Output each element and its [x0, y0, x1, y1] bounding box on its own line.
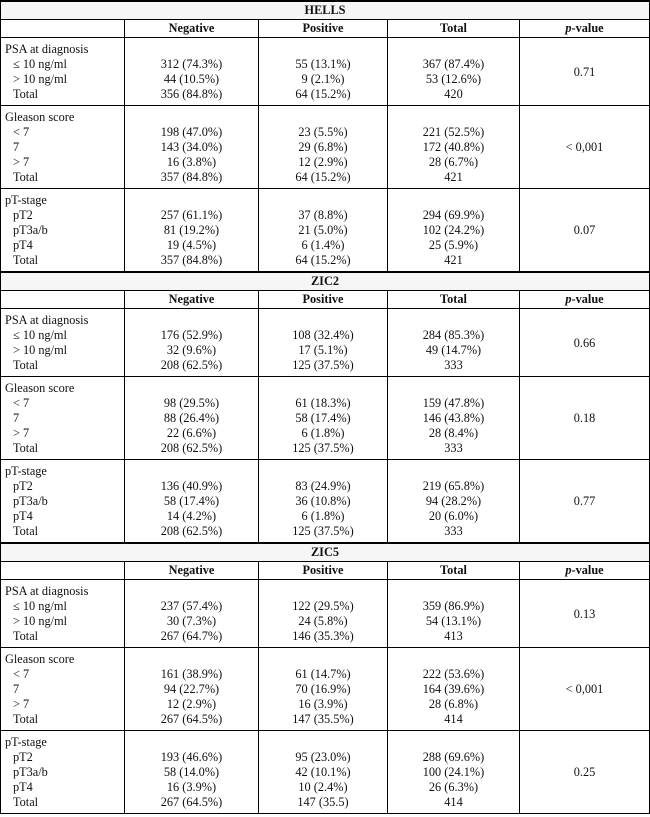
positive-value: 64 (15.2%) — [295, 87, 351, 101]
spacer — [263, 110, 383, 125]
row-label: 7 — [13, 411, 20, 425]
row-label: Total — [13, 358, 39, 372]
total-value: 333 — [444, 524, 463, 538]
total-cell — [388, 460, 520, 544]
row-label: > 10 ng/ml — [13, 343, 68, 357]
positive-value: 125 (37.5%) — [292, 524, 354, 538]
group-row — [1, 648, 650, 731]
positive-value: 83 (24.9%) — [295, 479, 351, 493]
header-total: Total — [388, 291, 520, 309]
header-negative: Negative — [125, 20, 259, 38]
negative-cell — [125, 460, 259, 544]
section-title-row — [1, 1, 650, 20]
header-blank — [1, 562, 125, 580]
section-title: HELLS — [1, 1, 650, 20]
positive-cell — [259, 106, 388, 189]
spacer — [129, 381, 254, 396]
positive-value: 37 (8.8%) — [298, 208, 348, 222]
positive-cell — [259, 189, 388, 273]
row-label: 7 — [13, 140, 20, 154]
spacer — [392, 652, 515, 667]
total-cell — [388, 106, 520, 189]
total-value: 333 — [444, 441, 463, 455]
negative-value: 58 (17.4%) — [163, 494, 220, 508]
negative-value: 161 (38.9%) — [160, 667, 223, 681]
total-value: 333 — [444, 358, 463, 372]
positive-value: 6 (1.8%) — [301, 426, 345, 440]
spacer — [263, 381, 383, 396]
group-row — [1, 377, 650, 460]
positive-value: 146 (35.3%) — [292, 629, 354, 643]
row-label: pT3a/b — [13, 223, 48, 237]
total-value: 413 — [444, 629, 463, 643]
negative-value: 357 (84.8%) — [160, 170, 223, 184]
row-label: < 7 — [13, 396, 30, 410]
negative-value: 143 (34.0%) — [160, 140, 223, 154]
total-cell — [388, 38, 520, 106]
total-value: 421 — [444, 170, 463, 184]
row-label: pT4 — [13, 238, 33, 252]
row-label: Total — [13, 795, 39, 809]
spacer — [263, 313, 383, 328]
pvalue-cell: 0.66 — [520, 309, 650, 377]
negative-cell — [125, 309, 259, 377]
positive-value: 6 (1.4%) — [301, 238, 345, 252]
header-total: Total — [388, 20, 520, 38]
group-row — [1, 460, 650, 544]
total-value: 219 (65.8%) — [422, 479, 485, 493]
total-value: 288 (69.6%) — [422, 750, 485, 764]
group-row — [1, 731, 650, 814]
total-cell — [388, 648, 520, 731]
spacer — [392, 381, 515, 396]
row-label: ≤ 10 ng/ml — [13, 328, 67, 342]
group-label: PSA at diagnosis — [5, 42, 89, 56]
negative-value: 16 (3.9%) — [166, 780, 217, 794]
results-table-body — [1, 1, 650, 814]
positive-value: 6 (1.8%) — [301, 509, 345, 523]
row-label: Total — [13, 253, 39, 267]
group-row — [1, 38, 650, 106]
row-label: > 7 — [13, 426, 30, 440]
negative-value: 44 (10.5%) — [163, 72, 220, 86]
positive-value: 70 (16.9%) — [295, 682, 351, 696]
spacer — [392, 464, 515, 479]
row-label: pT2 — [13, 208, 33, 222]
group-label-cell — [1, 731, 125, 814]
section-title: ZIC2 — [1, 272, 650, 291]
positive-value: 64 (15.2%) — [295, 170, 351, 184]
spacer — [129, 584, 254, 599]
positive-value: 42 (10.1%) — [295, 765, 351, 779]
positive-value: 108 (32.4%) — [292, 328, 354, 342]
header-positive: Positive — [259, 20, 388, 38]
header-pvalue-italic: p — [565, 21, 572, 35]
row-label: > 10 ng/ml — [13, 72, 68, 86]
spacer — [129, 313, 254, 328]
header-negative: Negative — [125, 291, 259, 309]
total-value: 172 (40.8%) — [422, 140, 485, 154]
negative-value: 357 (84.8%) — [160, 253, 223, 267]
group-label: pT-stage — [5, 464, 47, 478]
header-positive: Positive — [259, 562, 388, 580]
total-value: 146 (43.8%) — [422, 411, 485, 425]
spacer — [263, 193, 383, 208]
negative-value: 237 (57.4%) — [160, 599, 223, 613]
negative-value: 94 (22.7%) — [163, 682, 220, 696]
spacer — [129, 652, 254, 667]
pvalue-cell: < 0,001 — [520, 106, 650, 189]
total-value: 414 — [444, 712, 463, 726]
negative-value: 16 (3.8%) — [166, 155, 217, 169]
header-pvalue-italic: p — [565, 292, 572, 306]
total-cell — [388, 580, 520, 648]
pvalue-cell: < 0,001 — [520, 648, 650, 731]
row-label: ≤ 10 ng/ml — [13, 57, 67, 71]
section-title-row — [1, 543, 650, 562]
positive-cell — [259, 731, 388, 814]
header-pvalue-rest: -value — [571, 21, 604, 35]
pvalue-cell: 0.25 — [520, 731, 650, 814]
positive-value: 21 (5.0%) — [298, 223, 348, 237]
group-label-cell — [1, 648, 125, 731]
negative-value: 58 (14.0%) — [163, 765, 220, 779]
spacer — [129, 42, 254, 57]
pvalue-cell: 0.71 — [520, 38, 650, 106]
total-value: 414 — [444, 795, 463, 809]
spacer — [392, 42, 515, 57]
group-label-cell — [1, 460, 125, 544]
group-label: PSA at diagnosis — [5, 313, 89, 327]
total-value: 159 (47.8%) — [422, 396, 485, 410]
negative-value: 22 (6.6%) — [166, 426, 217, 440]
negative-value: 176 (52.9%) — [160, 328, 223, 342]
positive-value: 61 (14.7%) — [295, 667, 351, 681]
spacer — [263, 584, 383, 599]
positive-value: 125 (37.5%) — [292, 441, 354, 455]
header-negative: Negative — [125, 562, 259, 580]
total-value: 20 (6.0%) — [428, 509, 479, 523]
row-label: Total — [13, 441, 39, 455]
spacer — [129, 735, 254, 750]
total-cell — [388, 309, 520, 377]
row-label: pT4 — [13, 509, 33, 523]
header-pvalue — [520, 562, 650, 580]
positive-value: 122 (29.5%) — [292, 599, 354, 613]
row-label: > 10 ng/ml — [13, 614, 68, 628]
positive-value: 61 (18.3%) — [295, 396, 351, 410]
group-row — [1, 580, 650, 648]
row-label: pT2 — [13, 479, 33, 493]
negative-value: 267 (64.7%) — [160, 629, 223, 643]
spacer — [129, 464, 254, 479]
group-row — [1, 309, 650, 377]
total-value: 102 (24.2%) — [422, 223, 485, 237]
pvalue-cell: 0.07 — [520, 189, 650, 273]
group-label-cell — [1, 38, 125, 106]
total-value: 94 (28.2%) — [425, 494, 482, 508]
column-header-row — [1, 291, 650, 309]
positive-cell — [259, 460, 388, 544]
pvalue-cell: 0.13 — [520, 580, 650, 648]
negative-value: 312 (74.3%) — [160, 57, 223, 71]
negative-value: 98 (29.5%) — [163, 396, 220, 410]
group-label: pT-stage — [5, 735, 47, 749]
section-title: ZIC5 — [1, 543, 650, 562]
spacer — [263, 652, 383, 667]
row-label: 7 — [13, 682, 20, 696]
group-label: PSA at diagnosis — [5, 584, 89, 598]
spacer — [392, 110, 515, 125]
negative-value: 14 (4.2%) — [166, 509, 217, 523]
row-label: Total — [13, 629, 39, 643]
group-row — [1, 106, 650, 189]
positive-value: 17 (5.1%) — [298, 343, 348, 357]
positive-value: 125 (37.5%) — [292, 358, 354, 372]
row-label: pT2 — [13, 750, 33, 764]
header-pvalue — [520, 291, 650, 309]
positive-value: 36 (10.8%) — [295, 494, 351, 508]
negative-cell — [125, 38, 259, 106]
negative-value: 12 (2.9%) — [166, 697, 217, 711]
negative-value: 267 (64.5%) — [160, 712, 223, 726]
total-value: 367 (87.4%) — [422, 57, 485, 71]
total-value: 359 (86.9%) — [422, 599, 485, 613]
positive-value: 10 (2.4%) — [298, 780, 348, 794]
row-label: pT3a/b — [13, 765, 48, 779]
negative-value: 30 (7.3%) — [166, 614, 217, 628]
header-pvalue-italic: p — [565, 563, 572, 577]
group-label-cell — [1, 189, 125, 273]
spacer — [263, 735, 383, 750]
negative-cell — [125, 648, 259, 731]
negative-cell — [125, 377, 259, 460]
group-label: Gleason score — [5, 110, 75, 124]
negative-value: 208 (62.5%) — [160, 358, 223, 372]
positive-value: 147 (35.5%) — [292, 712, 354, 726]
header-total: Total — [388, 562, 520, 580]
row-label: pT4 — [13, 780, 33, 794]
group-label: Gleason score — [5, 381, 75, 395]
row-label: > 7 — [13, 155, 30, 169]
pvalue-cell: 0.77 — [520, 460, 650, 544]
positive-value: 29 (6.8%) — [298, 140, 348, 154]
positive-cell — [259, 648, 388, 731]
header-blank — [1, 20, 125, 38]
total-value: 54 (13.1%) — [425, 614, 482, 628]
total-value: 26 (6.3%) — [428, 780, 479, 794]
total-value: 420 — [444, 87, 463, 101]
total-value: 421 — [444, 253, 463, 267]
negative-value: 208 (62.5%) — [160, 524, 223, 538]
positive-value: 95 (23.0%) — [295, 750, 351, 764]
total-value: 222 (53.6%) — [422, 667, 485, 681]
row-label: Total — [13, 524, 39, 538]
group-row — [1, 189, 650, 273]
group-label-cell — [1, 377, 125, 460]
total-cell — [388, 377, 520, 460]
group-label-cell — [1, 309, 125, 377]
row-label: Total — [13, 170, 39, 184]
positive-cell — [259, 309, 388, 377]
positive-value: 24 (5.8%) — [298, 614, 348, 628]
pvalue-cell: 0.18 — [520, 377, 650, 460]
negative-value: 136 (40.9%) — [160, 479, 223, 493]
header-blank — [1, 291, 125, 309]
positive-value: 147 (35.5) — [297, 795, 349, 809]
positive-value: 58 (17.4%) — [295, 411, 351, 425]
negative-cell — [125, 189, 259, 273]
negative-value: 198 (47.0%) — [160, 125, 223, 139]
total-value: 100 (24.1%) — [422, 765, 485, 779]
total-value: 28 (6.7%) — [428, 155, 479, 169]
spacer — [263, 42, 383, 57]
negative-value: 257 (61.1%) — [160, 208, 223, 222]
positive-value: 16 (3.9%) — [298, 697, 348, 711]
row-label: Total — [13, 712, 39, 726]
total-value: 294 (69.9%) — [422, 208, 485, 222]
negative-value: 208 (62.5%) — [160, 441, 223, 455]
spacer — [129, 193, 254, 208]
positive-value: 12 (2.9%) — [298, 155, 348, 169]
group-label-cell — [1, 580, 125, 648]
negative-cell — [125, 106, 259, 189]
total-value: 164 (39.6%) — [422, 682, 485, 696]
negative-cell — [125, 580, 259, 648]
spacer — [129, 110, 254, 125]
spacer — [392, 193, 515, 208]
row-label: > 7 — [13, 697, 30, 711]
total-value: 284 (85.3%) — [422, 328, 485, 342]
negative-value: 19 (4.5%) — [166, 238, 217, 252]
spacer — [392, 313, 515, 328]
total-value: 53 (12.6%) — [425, 72, 482, 86]
negative-value: 193 (46.6%) — [160, 750, 223, 764]
column-header-row — [1, 20, 650, 38]
row-label: < 7 — [13, 667, 30, 681]
negative-value: 88 (26.4%) — [163, 411, 220, 425]
total-cell — [388, 189, 520, 273]
spacer — [392, 584, 515, 599]
header-pvalue-rest: -value — [571, 292, 604, 306]
column-header-row — [1, 562, 650, 580]
positive-value: 55 (13.1%) — [295, 57, 351, 71]
negative-value: 267 (64.5%) — [160, 795, 223, 809]
total-value: 49 (14.7%) — [425, 343, 482, 357]
header-positive: Positive — [259, 291, 388, 309]
total-cell — [388, 731, 520, 814]
spacer — [263, 464, 383, 479]
positive-value: 9 (2.1%) — [301, 72, 345, 86]
positive-value: 23 (5.5%) — [298, 125, 348, 139]
negative-value: 32 (9.6%) — [166, 343, 217, 357]
group-label-cell — [1, 106, 125, 189]
group-label: pT-stage — [5, 193, 47, 207]
total-value: 221 (52.5%) — [422, 125, 485, 139]
header-pvalue — [520, 20, 650, 38]
negative-value: 81 (19.2%) — [163, 223, 220, 237]
group-label: Gleason score — [5, 652, 75, 666]
total-value: 25 (5.9%) — [428, 238, 479, 252]
row-label: Total — [13, 87, 39, 101]
row-label: pT3a/b — [13, 494, 48, 508]
header-pvalue-rest: -value — [571, 563, 604, 577]
row-label: < 7 — [13, 125, 30, 139]
section-title-row — [1, 272, 650, 291]
positive-cell — [259, 38, 388, 106]
total-value: 28 (6.8%) — [428, 697, 479, 711]
positive-cell — [259, 580, 388, 648]
total-value: 28 (8.4%) — [428, 426, 479, 440]
positive-cell — [259, 377, 388, 460]
negative-value: 356 (84.8%) — [160, 87, 223, 101]
negative-cell — [125, 731, 259, 814]
spacer — [392, 735, 515, 750]
positive-value: 64 (15.2%) — [295, 253, 351, 267]
row-label: ≤ 10 ng/ml — [13, 599, 67, 613]
